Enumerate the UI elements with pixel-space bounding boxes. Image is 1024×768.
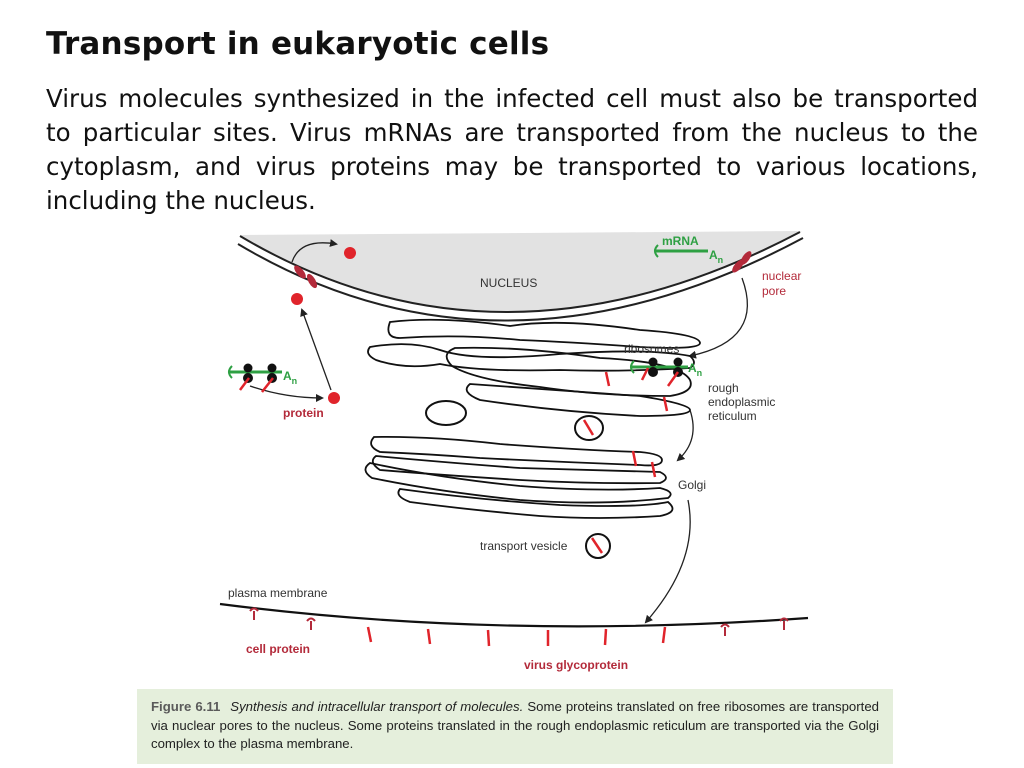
plasma-membrane-label: plasma membrane <box>228 586 328 600</box>
protein-dot-free <box>328 392 340 404</box>
golgi-proteins <box>633 451 655 477</box>
arrow-protein-to-pore <box>302 310 331 390</box>
arrow-ribosome-to-protein <box>250 386 322 398</box>
nuclear-pore-label-line1: nuclear <box>762 269 802 283</box>
nucleus-label: NUCLEUS <box>480 276 538 290</box>
golgi-label: Golgi <box>678 478 707 492</box>
figure-caption <box>137 689 893 764</box>
figure-caption-label: Figure 6.11 <box>151 699 221 714</box>
rough-er-label-line2: endoplasmic <box>708 395 776 409</box>
rough-er-label-line1: rough <box>708 381 739 395</box>
mrna-polya-label: $A_n$ <box>709 248 724 265</box>
cell-protein-label: cell protein <box>246 642 311 656</box>
transport-vesicle-label: transport vesicle <box>480 539 568 553</box>
slide-body-text: Virus molecules synthesized in the infected cell must also be transported to particular sites. Virus mRNAs are transported from the nucleus to the cytoplasm, and virus proteins may be transported to various locations, including the nucleus. <box>46 84 978 214</box>
figure-caption-title: Synthesis and intracellular transport of molecules. <box>230 699 524 714</box>
nuclear-pore-label-line2: pore <box>762 284 787 298</box>
plasma-membrane <box>220 604 808 626</box>
rer-polya-label: $A_n$ <box>688 361 703 378</box>
protein-label: protein <box>283 406 324 420</box>
vesicle-er-to-golgi <box>575 416 603 440</box>
virus-glycoproteins <box>368 627 665 646</box>
slide-title: Transport in eukaryotic cells <box>46 26 550 62</box>
virus-glycoprotein-label: virus glycoprotein <box>524 658 629 672</box>
golgi-apparatus <box>365 437 672 518</box>
er-vesicle <box>426 401 466 425</box>
protein-dot-pore <box>291 293 303 305</box>
mrna-label: mRNA <box>662 234 699 248</box>
free-ribosome-polya-label: $A_n$ <box>283 369 298 386</box>
figure-caption-text: Some proteins translated on free ribosomes are transported via nuclear pores to the nucleus. Some proteins translated in the rough endoplasmic reticulum are transported via the Golgi complex to the plasma membrane. <box>151 699 879 751</box>
protein-dot-nucleus <box>344 247 356 259</box>
arrow-rer-to-golgi <box>678 410 693 460</box>
transport-vesicle <box>586 534 610 558</box>
ribosomes-label: ribosomes <box>624 342 680 356</box>
er-lumen-proteins <box>606 372 667 411</box>
arrow-golgi-to-membrane <box>646 500 690 622</box>
cell-proteins <box>250 609 788 637</box>
rough-er-label-line3: reticulum <box>708 409 757 423</box>
